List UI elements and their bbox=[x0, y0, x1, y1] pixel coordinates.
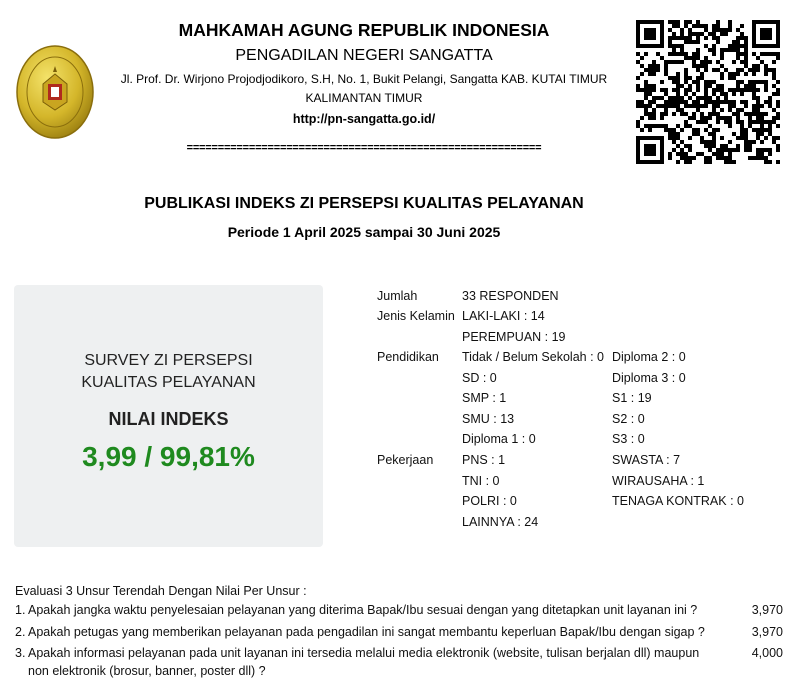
court-name: PENGADILAN NEGERI SANGATTA bbox=[235, 47, 493, 64]
evaluation-item-text: Apakah petugas yang memberikan pelayanan pada pengadilan ini sangat membantu keperluan Bapak/Ibu dengan sigap ? bbox=[28, 625, 705, 639]
pendidikan-label: Pendidikan bbox=[377, 350, 439, 364]
pendidikan-item: S1 : 19 bbox=[612, 391, 652, 405]
court-address bbox=[110, 70, 618, 108]
evaluation-item-text: Apakah informasi pelayanan pada unit layanan ini tersedia melalui media elektronik (website, tulisan berjalan dll) maupun bbox=[28, 646, 700, 660]
pekerjaan-item: TENAGA KONTRAK : 0 bbox=[612, 494, 744, 508]
address-line-1: Jl. Prof. Dr. Wirjono Projodjodikoro, S.H, No. 1, Bukit Pelangi, Sangatta KAB. KUTAI TIMUR bbox=[120, 72, 608, 86]
pendidikan-item: SMU : 13 bbox=[462, 412, 515, 426]
evaluation-item-value: 4,000 bbox=[751, 646, 783, 660]
court-emblem-icon bbox=[15, 44, 95, 140]
pekerjaan-label: Pekerjaan bbox=[377, 453, 434, 467]
period-subtitle: Periode 1 April 2025 sampai 30 Juni 2025 bbox=[227, 224, 501, 240]
org-name: MAHKAMAH AGUNG REPUBLIK INDONESIA bbox=[178, 20, 550, 40]
evaluation-item-value: 3,970 bbox=[751, 603, 783, 617]
nilai-indeks-value: 3,99 / 99,81% bbox=[82, 441, 255, 472]
court-url[interactable]: http://pn-sangatta.go.id/ bbox=[292, 112, 436, 126]
pendidikan-item: Diploma 3 : 0 bbox=[612, 371, 686, 385]
pendidikan-item: Diploma 2 : 0 bbox=[612, 350, 686, 364]
evaluation-item-value: 3,970 bbox=[751, 625, 783, 639]
jumlah-label: Jumlah bbox=[377, 289, 418, 303]
pendidikan-item: SMP : 1 bbox=[462, 391, 507, 405]
pendidikan-item: Tidak / Belum Sekolah : 0 bbox=[462, 350, 604, 364]
pendidikan-item: Diploma 1 : 0 bbox=[462, 432, 536, 446]
qr-code-icon bbox=[636, 20, 780, 164]
pekerjaan-item: PNS : 1 bbox=[462, 453, 506, 467]
jenis-kelamin-label: Jenis Kelamin bbox=[377, 309, 455, 323]
evaluation-item-number: 2. bbox=[15, 625, 26, 639]
pendidikan-item: SD : 0 bbox=[462, 371, 497, 385]
pekerjaan-item: LAINNYA : 24 bbox=[462, 515, 539, 529]
pekerjaan-item: WIRAUSAHA : 1 bbox=[612, 474, 705, 488]
nilai-indeks-label: NILAI INDEKS bbox=[108, 409, 229, 429]
jk-perempuan-value: PEREMPUAN : 19 bbox=[462, 330, 566, 344]
pekerjaan-item: TNI : 0 bbox=[462, 474, 500, 488]
address-line-2: KALIMANTAN TIMUR bbox=[305, 91, 423, 105]
evaluation-item-text: Apakah jangka waktu penyelesaian pelayanan yang diterima Bapak/Ibu sesuai dengan yang ditetapkan unit layanan ini ? bbox=[28, 603, 698, 617]
pendidikan-item: S2 : 0 bbox=[612, 412, 645, 426]
page-title: PUBLIKASI INDEKS ZI PERSEPSI KUALITAS PELAYANAN bbox=[144, 195, 584, 212]
survey-label-line-1: SURVEY ZI PERSEPSI bbox=[84, 352, 253, 369]
evaluation-item-number: 3. bbox=[15, 646, 26, 660]
separator-line: ========================================================= bbox=[186, 142, 542, 154]
evaluation-item-text-continued: non elektronik (brosur, banner, poster dll) ? bbox=[28, 664, 266, 678]
survey-label bbox=[14, 350, 323, 394]
pekerjaan-item: SWASTA : 7 bbox=[612, 453, 681, 467]
evaluation-item-number: 1. bbox=[15, 603, 26, 617]
pekerjaan-item: POLRI : 0 bbox=[462, 494, 517, 508]
survey-label-line-2: KUALITAS PELAYANAN bbox=[81, 374, 256, 391]
jk-laki-value: LAKI-LAKI : 14 bbox=[462, 309, 545, 323]
evaluation-heading: Evaluasi 3 Unsur Terendah Dengan Nilai Per Unsur : bbox=[15, 584, 307, 598]
jumlah-value: 33 RESPONDEN bbox=[462, 289, 559, 303]
pendidikan-item: S3 : 0 bbox=[612, 432, 645, 446]
